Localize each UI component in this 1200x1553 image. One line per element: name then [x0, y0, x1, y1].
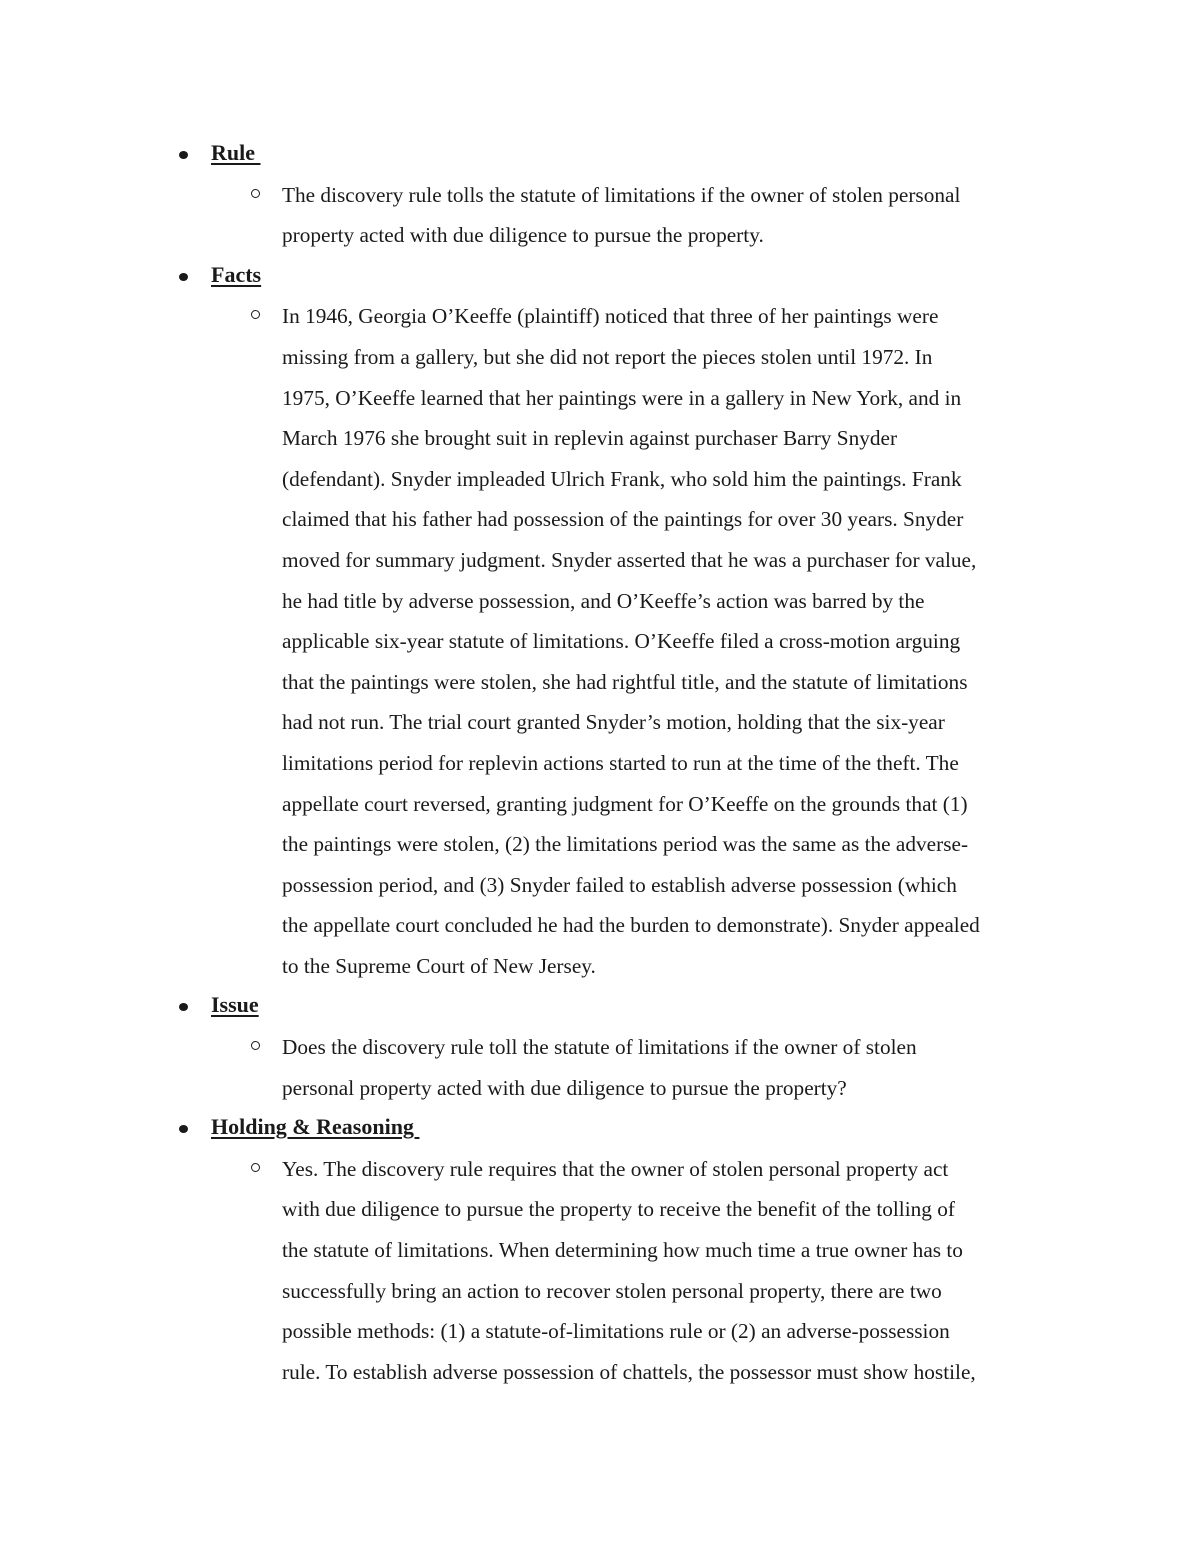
section-heading: Facts	[211, 261, 262, 287]
filled-bullet-icon	[179, 1125, 188, 1133]
text-line: possession period, and (3) Snyder failed to establish adverse possession (which	[282, 872, 957, 897]
paragraph	[282, 296, 1057, 986]
text-line: property acted with due diligence to pursue the property.	[282, 223, 764, 248]
section-facts	[0, 256, 1200, 987]
text-line: the appellate court concluded he had the burden to demonstrate). Snyder appealed	[282, 913, 980, 938]
section-heading-row	[0, 256, 1200, 297]
text-line: that the paintings were stolen, she had rightful title, and the statute of limitations	[282, 669, 968, 694]
text-line: moved for summary judgment. Snyder asserted that he was a purchaser for value,	[282, 547, 977, 572]
text-line: March 1976 she brought suit in replevin against purchaser Barry Snyder	[282, 426, 898, 451]
paragraph	[282, 175, 1057, 256]
text-line: had not run. The trial court granted Snyder’s motion, holding that the six-year	[282, 710, 945, 735]
text-line: personal property acted with due diligence to pursue the property?	[282, 1075, 847, 1100]
filled-bullet-icon	[179, 273, 188, 281]
text-line: missing from a gallery, but she did not report the pieces stolen until 1972. In	[282, 344, 933, 369]
sub-bullet	[0, 1149, 1200, 1393]
text-line: rule. To establish adverse possession of chattels, the possessor must show hostile,	[282, 1359, 976, 1384]
sub-bullet	[0, 1027, 1200, 1108]
sub-bullet	[0, 175, 1200, 256]
text-line: to the Supreme Court of New Jersey.	[282, 953, 596, 978]
text-line: appellate court reversed, granting judgment for O’Keeffe on the grounds that (1)	[282, 791, 968, 816]
paragraph	[282, 1149, 1057, 1393]
document-body	[0, 134, 1200, 1392]
text-line: claimed that his father had possession of the paintings for over 30 years. Snyder	[282, 507, 964, 532]
text-line: Yes. The discovery rule requires that the owner of stolen personal property act	[282, 1156, 949, 1181]
section-rule	[0, 134, 1200, 256]
text-line: with due diligence to pursue the property to receive the benefit of the tolling of	[282, 1197, 956, 1222]
text-line: Does the discovery rule toll the statute of limitations if the owner of stolen	[282, 1035, 917, 1060]
hollow-bullet-icon	[251, 189, 260, 198]
filled-bullet-icon	[179, 1003, 188, 1011]
filled-bullet-icon	[179, 151, 188, 159]
text-line: the statute of limitations. When determining how much time a true owner has to	[282, 1238, 963, 1263]
hollow-bullet-icon	[251, 1163, 260, 1172]
hollow-bullet-icon	[251, 1041, 260, 1050]
text-line: applicable six-year statute of limitations. O’Keeffe filed a cross-motion arguing	[282, 629, 961, 654]
section-holding-reasoning	[0, 1108, 1200, 1392]
section-heading: Holding & Reasoning	[211, 1114, 420, 1140]
text-line: (defendant). Snyder impleaded Ulrich Frank, who sold him the paintings. Frank	[282, 466, 962, 491]
text-line: successfully bring an action to recover stolen personal property, there are two	[282, 1278, 942, 1303]
sub-bullet	[0, 296, 1200, 986]
section-heading-row	[0, 986, 1200, 1027]
hollow-bullet-icon	[251, 310, 260, 319]
text-line: he had title by adverse possession, and O’Keeffe’s action was barred by the	[282, 588, 925, 613]
section-heading-row	[0, 134, 1200, 175]
text-line: 1975, O’Keeffe learned that her paintings were in a gallery in New York, and in	[282, 385, 962, 410]
text-line: In 1946, Georgia O’Keeffe (plaintiff) noticed that three of her paintings were	[282, 304, 939, 329]
text-line: limitations period for replevin actions started to run at the time of the theft. The	[282, 750, 959, 775]
paragraph	[282, 1027, 1057, 1108]
section-heading: Issue	[211, 992, 259, 1018]
text-line: The discovery rule tolls the statute of limitations if the owner of stolen personal	[282, 182, 961, 207]
section-heading: Rule	[211, 140, 261, 165]
section-heading-row	[0, 1108, 1200, 1149]
text-line: possible methods: (1) a statute-of-limitations rule or (2) an adverse-possession	[282, 1319, 950, 1344]
section-issue	[0, 986, 1200, 1108]
text-line: the paintings were stolen, (2) the limitations period was the same as the adverse-	[282, 832, 969, 857]
